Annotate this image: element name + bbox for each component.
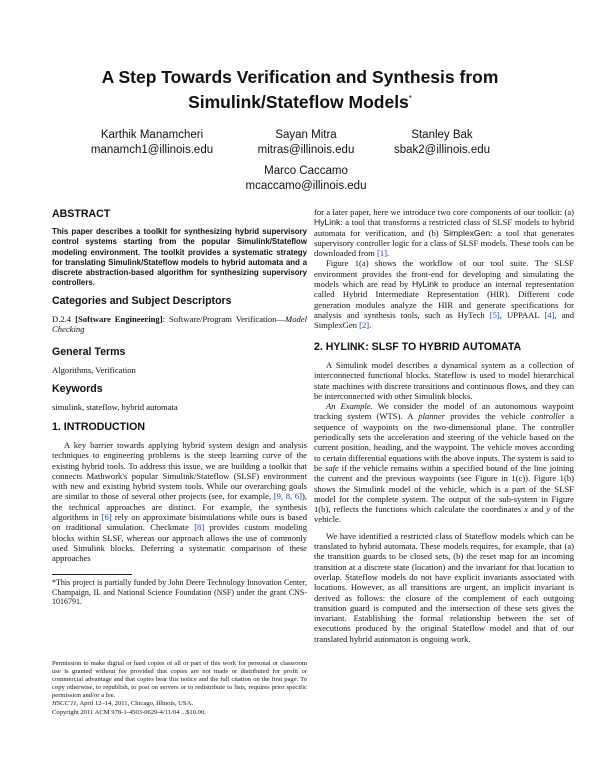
- rintro-text-d: .: [387, 248, 390, 259]
- footnote-rule: [52, 574, 132, 575]
- tool-name: HyLink: [412, 279, 439, 290]
- workflow-text-a: Figure 1(a) shows the workflow of our tool suite. The SLSF environment provides the front-end for developing and simulating the models which are read by: [314, 258, 574, 290]
- title-line-2: Simulink/Stateflow Models: [188, 91, 409, 112]
- hylink-paragraph-2: [314, 401, 574, 525]
- keywords-text: simulink, stateflow, hybrid automata: [52, 402, 178, 412]
- intro-text-c: rely on approximate bisimulations while ours is based on traditional simulation. Checkmate: [52, 512, 307, 533]
- venue-line: [52, 700, 307, 708]
- author-block-4: [216, 164, 396, 194]
- footnote-text: *This project is partially funded by John Deere Technology Innovation Center, Champaign, IL and National Science Foundation (NSF) under the grant CNS-1016791.: [52, 578, 307, 607]
- citation-link[interactable]: [1]: [377, 248, 388, 259]
- author-email: mcaccamo@illinois.edu: [245, 180, 367, 192]
- title-line-1: A Step Towards Verification and Synthesis from: [101, 67, 499, 87]
- tool-name: HyLink: [314, 217, 341, 228]
- general-terms-text: Algorithms, Verification: [52, 365, 136, 375]
- example-text-b: provides the vehicle: [445, 411, 531, 422]
- author-email: sbak2@illinois.edu: [393, 144, 491, 156]
- var-y: y: [546, 504, 551, 515]
- abstract-text: This paper describes a toolkit for synthesizing hybrid supervisory control systems starting from the popular Simulink/Stateflow modeling environment. The toolkit provides a systematic strategy for translating Simulink/Stateflow models to hybrid automata and a discrete abstraction-based algorithm for synthesizing supervisory controllers.: [52, 227, 307, 288]
- example-text-c: a sequence of waypoints on the two-dimensional plane. The controller periodically sets the acceleration and steering of the vehicle based on the current position, heading, and the waypoint. The vehicle moves according to certain differential equations with the above inputs. The system is said to be: [314, 411, 574, 473]
- citation-link[interactable]: 6]: [294, 491, 302, 502]
- example-lead: An Example.: [326, 401, 373, 412]
- rintro-text-a: for a later paper, here we introduce two core components of our toolkit: (a): [314, 207, 574, 217]
- abstract-heading: ABSTRACT: [52, 208, 111, 220]
- hylink-paragraph-3: We have identified a restricted class of Stateflow models which can be translated to hybrid automata. These models requires, for example, that (a) the transition guards to be closed sets, (b) the reset map for an incoming transition at a discrete state (location) and the invariant for that location to overlap. Stateflow models do not have explicit invariants associated with locations. However, as all transitions are urgent, an implicit invariant is derived as follows: the closure of the complement of each outgoing transition guard is computed and the intersection of these sets gives the invariant. Establishing the formal relationship between the set of executions produced by the original Stateflow model and that of our translated hybrid automaton is ongoing work.: [314, 530, 574, 644]
- workflow-text-e: .: [369, 320, 372, 331]
- author-name: Sayan Mitra: [275, 129, 337, 141]
- term-safe: safe: [324, 462, 339, 473]
- categories-section: [52, 295, 307, 335]
- example-text-d: if the vehicle remains within a specified bound of the line joining the current and the previous waypoints (see Figure in 1(c)). Figure 1(b) shows the Simulink model of the vehicle, which is a part of the SLSF model for the complete system. The output of the sub-system in Figure 1(b), reflects the functions which calculate the coordinates: [314, 462, 574, 515]
- citation-link[interactable]: [8]: [194, 522, 205, 533]
- intro-text-d: provides custom modeling blocks within SLSF, whereas our approach allows the use of commonly used Simulink blocks. Deferring a systematic comparison of these approaches: [52, 522, 307, 564]
- category-italic: Model Checking: [52, 314, 307, 335]
- workflow-text-b: to produce an internal representation called Hybrid Intermediate Representation (HIR). Different code generation modules analyze the HIR and generate specifications for analysis and synthesis tools, such as HyTech: [314, 279, 574, 320]
- keywords-heading: Keywords: [52, 383, 103, 395]
- footnote: [52, 578, 307, 607]
- venue-name: HSCC'11,: [52, 700, 79, 708]
- author-name: Marco Caccamo: [264, 165, 348, 177]
- intro-text-a: A key barrier towards applying hybrid system design and analysis techniques to engineering problems is the steep learning curve of the existing hybrid tools. To address this issue, we are building a toolkit that connects Mathwork's popular Simulink/Stateflow (SLSF) environment with new and existing hybrid system tools. While our overarching goals are similar to those of several other projects (see, for example,: [52, 440, 307, 502]
- citation-link[interactable]: 8,: [285, 491, 293, 502]
- author-email: manamch1@illinois.edu: [90, 144, 214, 156]
- intro-continuation-paragraph: [314, 207, 574, 258]
- citation-link[interactable]: [4]: [544, 309, 555, 320]
- permission-block: [52, 660, 307, 717]
- title-footnote-mark: *: [408, 94, 412, 103]
- workflow-text-c: , UPPAAL: [499, 309, 545, 320]
- general-terms-heading: General Terms: [52, 346, 126, 358]
- citation-link[interactable]: [5]: [489, 309, 500, 320]
- category-bracket: [Software Engineering]: [75, 314, 163, 324]
- citation-link[interactable]: [2]: [359, 320, 370, 331]
- author-name: Karthik Manamcheri: [100, 129, 204, 141]
- author-block-3: [352, 128, 532, 158]
- example-text-e: of the vehicle.: [314, 504, 574, 525]
- rintro-text-c: : a tool that generates supervisory controller logic for a class of SLSF models. These tools can be downloaded from: [314, 227, 574, 259]
- workflow-text-d: , and SimplexGen: [314, 309, 574, 331]
- paper-title: [40, 66, 560, 113]
- venue-details: April 12–14, 2011, Chicago, Illinois, USA.: [78, 700, 193, 708]
- term-controller: controller: [530, 411, 565, 422]
- example-text-a: We consider the model of an autonomous waypoint tracking system (WTS). A: [314, 401, 574, 422]
- categories-heading: Categories and Subject Descriptors: [52, 295, 232, 307]
- keywords-section: [52, 383, 307, 412]
- example-and: and: [527, 504, 547, 515]
- abstract-section: [52, 208, 307, 289]
- author-block-1: [62, 128, 242, 158]
- category-rest: : Software/Program Verification—: [162, 314, 286, 324]
- categories-text: [52, 314, 307, 335]
- hylink-paragraph-1: A Simulink model describes a dynamical system as a collection of interconnected functional blocks. Stateflow is used to model hierarchical state machines with discrete transitions and continuous flows, and they can be interconnected with other Simulink blocks.: [314, 360, 574, 401]
- var-x: x: [524, 504, 528, 515]
- rintro-text-b: : a tool that transforms a restricted class of SLSF models to hybrid automata for verification, and (b): [314, 217, 574, 238]
- right-column: [314, 207, 574, 644]
- tool-name: SimplexGen: [443, 227, 491, 238]
- intro-text-b: ), the technical approaches are distinct. For example, the synthesis algorithms in: [52, 491, 307, 523]
- author-email: mitras@illinois.edu: [257, 144, 355, 156]
- permission-text: Permission to make digital or hard copies of all or part of this work for personal or classroom use is granted without fee provided that copies are not made or distributed for profit or commercial advantage and that copies bear this notice and the full citation on the first page. To copy otherwise, to republish, to post on servers or to redistribute to lists, requires prior specific permission and/or a fee.: [52, 660, 307, 700]
- workflow-paragraph: [314, 258, 574, 330]
- introduction-paragraph: [52, 440, 307, 564]
- hylink-section: [314, 341, 574, 644]
- general-terms-section: [52, 346, 307, 375]
- introduction-heading: 1. INTRODUCTION: [52, 421, 145, 433]
- copyright-line: Copyright 2011 ACM 978-1-4503-0629-4/11/04 ...$10.00.: [52, 708, 206, 716]
- category-code: D.2.4: [52, 314, 72, 324]
- introduction-section: [52, 421, 307, 564]
- citation-link[interactable]: [9,: [273, 491, 284, 502]
- hylink-heading: 2. HYLINK: SLSF TO HYBRID AUTOMATA: [314, 341, 522, 353]
- term-planner: planner: [418, 411, 445, 422]
- citation-link[interactable]: [6]: [101, 512, 112, 523]
- author-name: Stanley Bak: [411, 129, 473, 141]
